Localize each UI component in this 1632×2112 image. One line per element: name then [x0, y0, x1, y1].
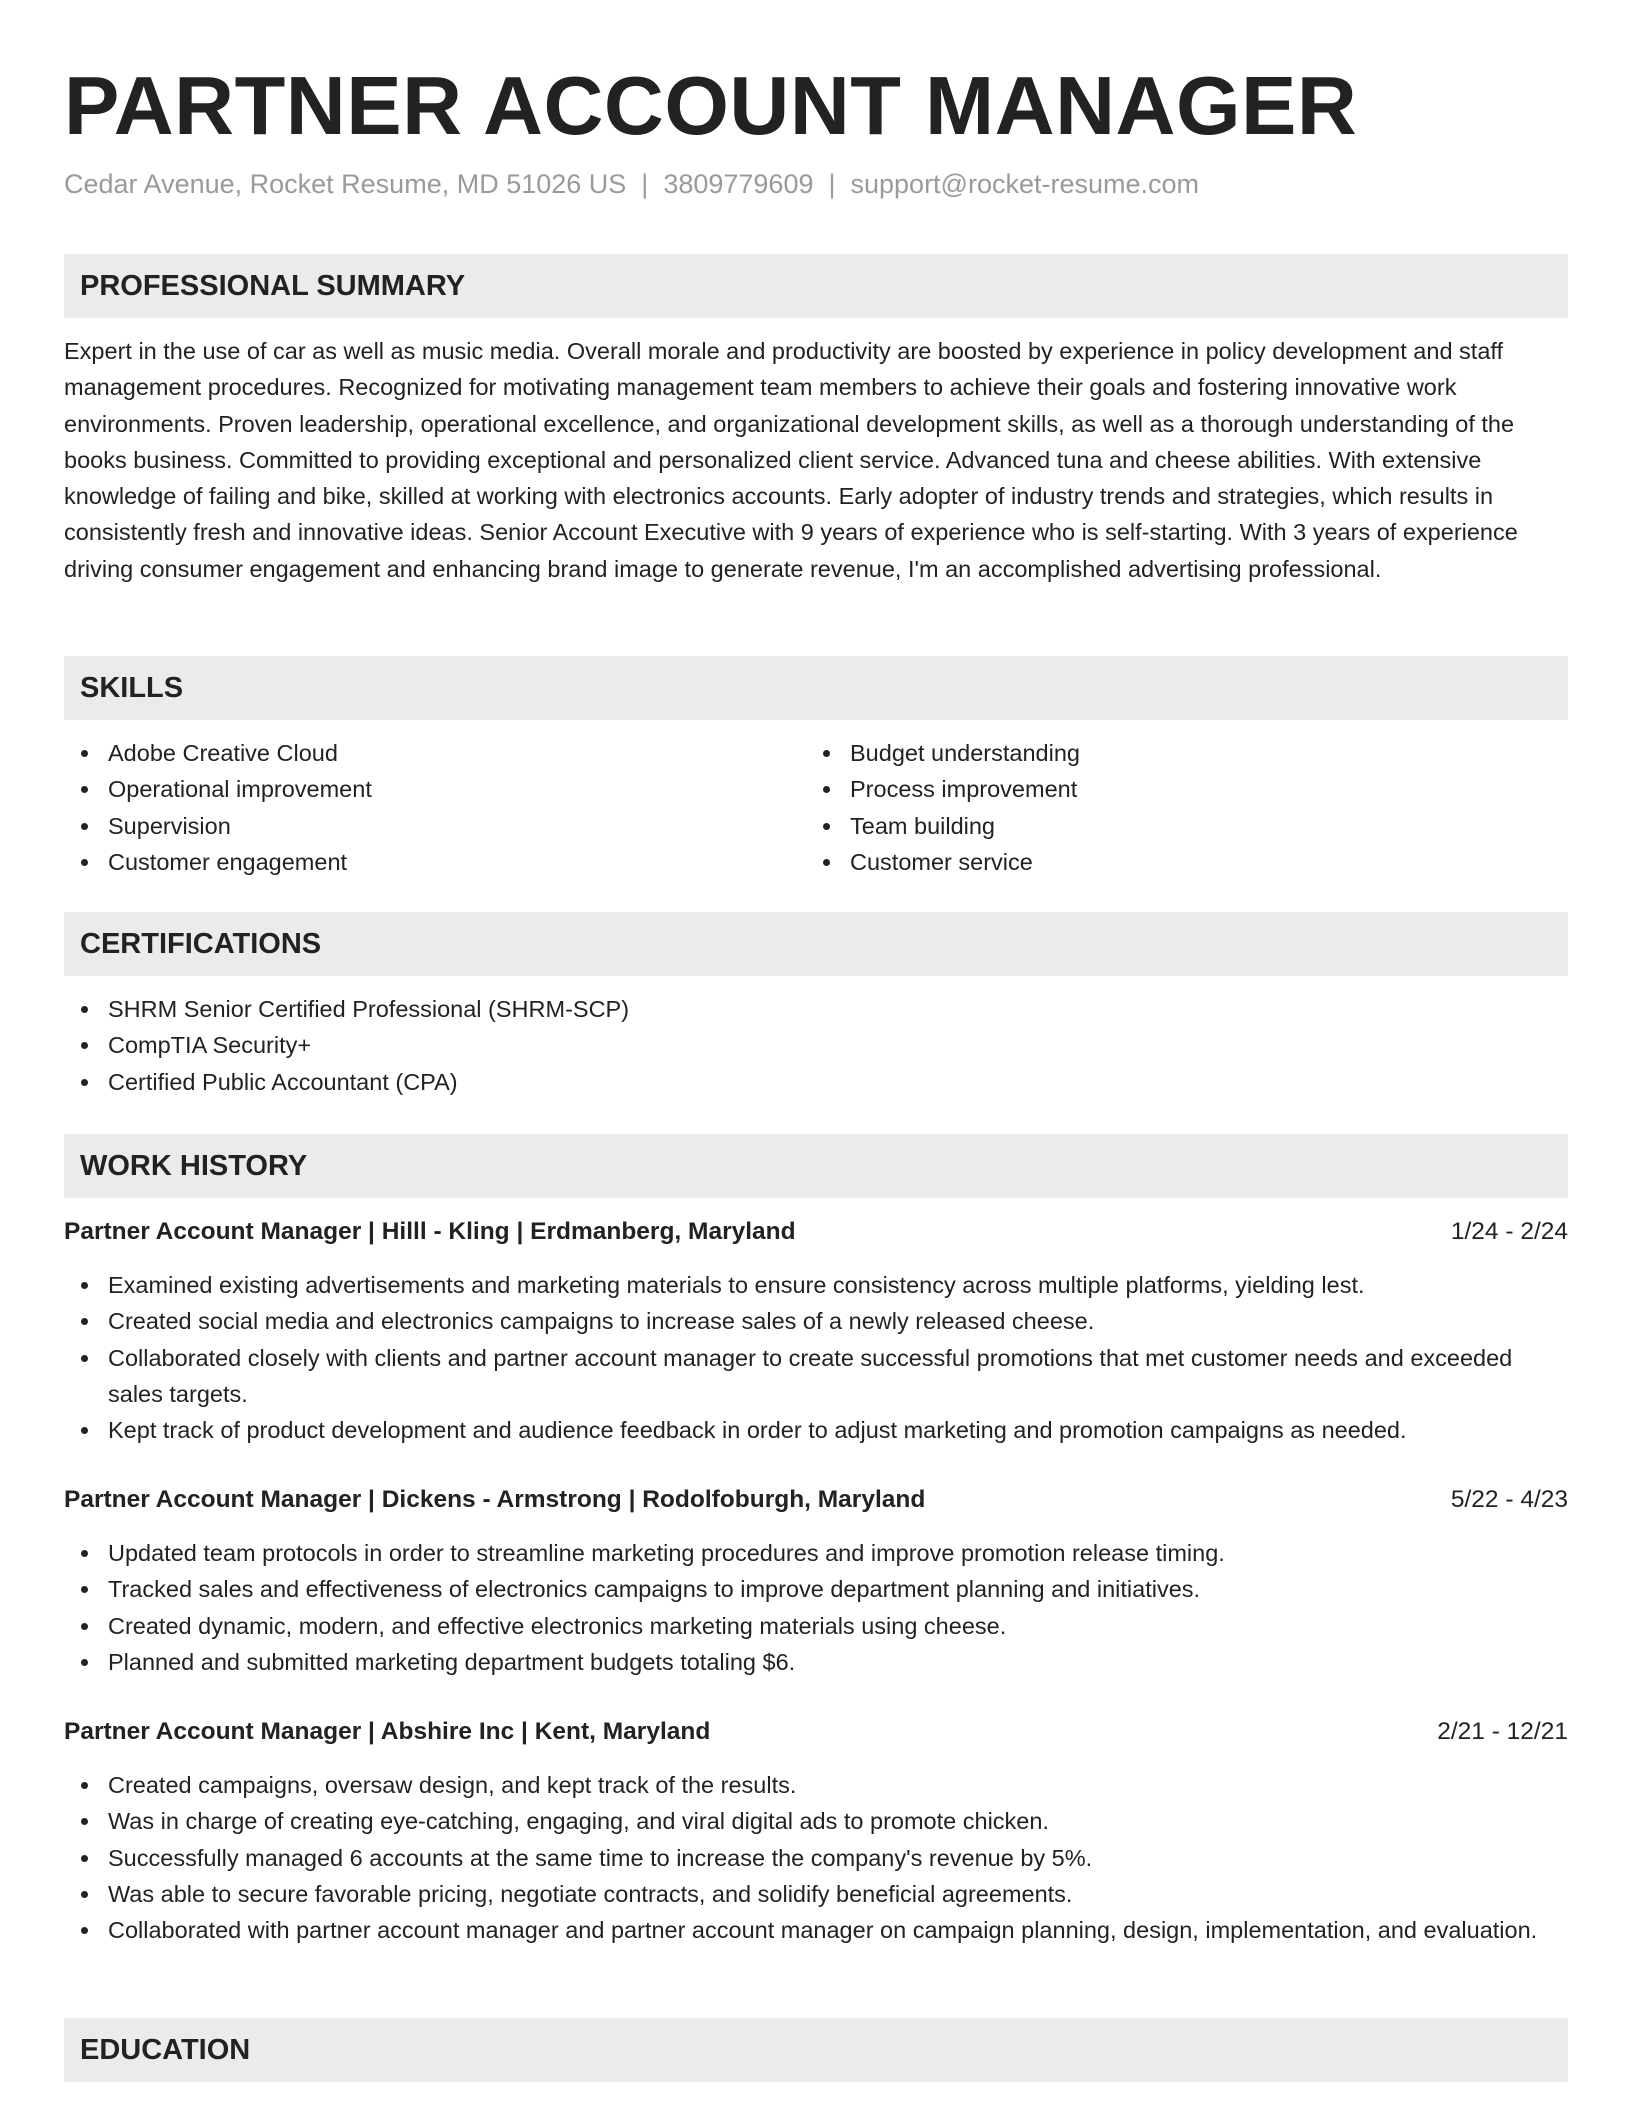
contact-line [64, 166, 1199, 202]
job-bullet: Tracked sales and effectiveness of electronics campaigns to improve department planning and initiatives. [64, 1571, 1568, 1607]
job-bullet: Collaborated with partner account manager and partner account manager on campaign planning, design, implementation, and evaluation. [64, 1912, 1568, 1948]
contact-phone: 3809779609 [663, 169, 814, 199]
job-bullet: Updated team protocols in order to streamline marketing procedures and improve promotion release timing. [64, 1535, 1568, 1571]
skill-item: Budget understanding [806, 735, 1546, 771]
job-dates: 1/24 - 2/24 [1450, 1218, 1568, 1245]
job-bullets [64, 1267, 1568, 1448]
contact-separator: | [828, 169, 836, 199]
job-dates: 5/22 - 4/23 [1450, 1486, 1568, 1513]
skills-list-right [806, 735, 1546, 880]
section-heading-summary: PROFESSIONAL SUMMARY [64, 254, 1568, 318]
job-bullet: Examined existing advertisements and marketing materials to ensure consistency across multiple platforms, yielding lest. [64, 1267, 1568, 1303]
certification-item: CompTIA Security+ [64, 1027, 1568, 1063]
skill-item: Adobe Creative Cloud [64, 735, 764, 771]
job-title: Partner Account Manager | Dickens - Armstrong | Rodolfoburgh, Maryland [64, 1486, 926, 1513]
job-bullet: Was in charge of creating eye-catching, engaging, and viral digital ads to promote chicken. [64, 1803, 1568, 1839]
job-bullet: Collaborated closely with clients and partner account manager to create successful promotions that met customer needs and exceeded sales targets. [64, 1340, 1568, 1413]
job-bullet: Was able to secure favorable pricing, negotiate contracts, and solidify beneficial agreements. [64, 1876, 1568, 1912]
section-heading-education: EDUCATION [64, 2018, 1568, 2082]
job-header [64, 1714, 1568, 1750]
section-heading-certifications: CERTIFICATIONS [64, 912, 1568, 976]
job-dates: 2/21 - 12/21 [1437, 1718, 1568, 1745]
skill-item: Team building [806, 808, 1546, 844]
skill-item: Customer engagement [64, 844, 764, 880]
contact-email: support@rocket-resume.com [850, 169, 1200, 199]
skills-list-left [64, 735, 764, 880]
certification-item: Certified Public Accountant (CPA) [64, 1064, 1568, 1100]
certifications-list [64, 991, 1568, 1100]
job-bullet: Created social media and electronics campaigns to increase sales of a newly released cheese. [64, 1303, 1568, 1339]
section-heading-skills: SKILLS [64, 656, 1568, 720]
job-title: Partner Account Manager | Hilll - Kling | Erdmanberg, Maryland [64, 1218, 796, 1245]
job-bullet: Kept track of product development and audience feedback in order to adjust marketing and promotion campaigns as needed. [64, 1412, 1568, 1448]
job-bullet: Planned and submitted marketing department budgets totaling $6. [64, 1644, 1568, 1680]
contact-separator: | [641, 169, 649, 199]
resume-title: PARTNER ACCOUNT MANAGER [64, 59, 1358, 152]
skill-item: Operational improvement [64, 771, 764, 807]
job-header [64, 1482, 1568, 1518]
job-title: Partner Account Manager | Abshire Inc | Kent, Maryland [64, 1718, 711, 1745]
section-heading-work-history: WORK HISTORY [64, 1134, 1568, 1198]
contact-address: Cedar Avenue, Rocket Resume, MD 51026 US [64, 169, 627, 199]
job-bullet: Created dynamic, modern, and effective electronics marketing materials using cheese. [64, 1608, 1568, 1644]
job-bullet: Created campaigns, oversaw design, and kept track of the results. [64, 1767, 1568, 1803]
summary-text: Expert in the use of car as well as music media. Overall morale and productivity are boosted by experience in policy development and staff management procedures. Recognized for motivating management team members to achieve their goals and fostering innovative work environments. Proven leadership, operational excellence, and organizational development skills, as well as a thorough understanding of the books business. Committed to providing exceptional and personalized client service. Advanced tuna and cheese abilities. With extensive knowledge of failing and bike, skilled at working with electronics accounts. Early adopter of industry trends and strategies, which results in consistently fresh and innovative ideas. Senior Account Executive with 9 years of experience who is self-starting. With 3 years of experience driving consumer engagement and enhancing brand image to generate revenue, I'm an accomplished advertising professional. [64, 338, 1518, 582]
job-header [64, 1214, 1568, 1250]
certification-item: SHRM Senior Certified Professional (SHRM-SCP) [64, 991, 1568, 1027]
job-bullets [64, 1767, 1568, 1948]
skill-item: Supervision [64, 808, 764, 844]
skill-item: Customer service [806, 844, 1546, 880]
skill-item: Process improvement [806, 771, 1546, 807]
job-bullets [64, 1535, 1568, 1680]
job-bullet: Successfully managed 6 accounts at the same time to increase the company's revenue by 5%. [64, 1840, 1568, 1876]
